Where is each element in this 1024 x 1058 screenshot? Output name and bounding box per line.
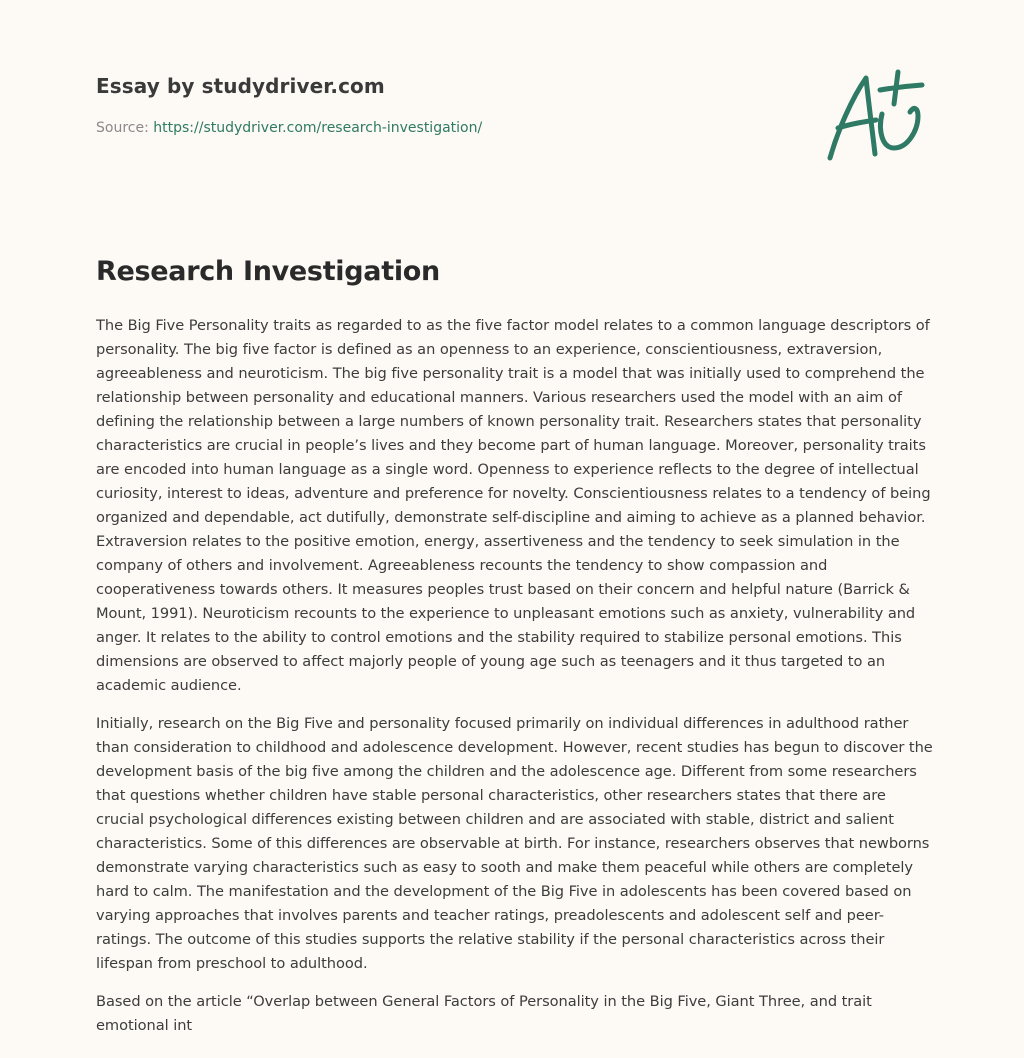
site-title: Essay by studydriver.com	[96, 74, 385, 98]
paragraph: Based on the article “Overlap between General Factors of Personality in the Big Five, Giant Three, and trait emotional int	[96, 993, 872, 1034]
a-plus-grade-icon	[822, 68, 932, 168]
paragraph: The Big Five Personality traits as regarded to as the five factor model relates to a common language descriptors of personality. The big five factor is defined as an openness to an experience, conscientiousness, extraversion, agreeableness and neuroticism. The big five personality trait is a model that was initially used to comprehend the relationship between personality and educational manners. Various researchers used the model with an aim of defining the relationship between a large numbers of known personality trait. Researchers states that personality characteristics are crucial in people’s lives and they become part of human language. Moreover, personality traits are encoded into human language as a single word. Openness to experience reflects to the degree of intellectual curiosity, interest to ideas, adventure and preference for novelty. Conscientiousness relates to a tendency of being organized and dependable, act dutifully, demonstrate self-discipline and aiming to achieve as a planned behavior. Extraversion relates to the positive emotion, energy, assertiveness and the tendency to seek simulation in the company of others and involvement. Agreeableness recounts the tendency to show compassion and cooperativeness towards others. It measures peoples trust based on their concern and helpful nature (Barrick & Mount, 1991). Neuroticism recounts to the experience to unpleasant emotions such as anxiety, vulnerability and anger. It relates to the ability to control emotions and the stability required to stabilize personal emotions. This dimensions are observed to affect majorly people of young age such as teenagers and it thus targeted to an academic audience.	[96, 317, 931, 694]
source-line	[96, 120, 936, 136]
article-title: Research Investigation	[96, 256, 440, 287]
page-header	[96, 74, 936, 136]
paragraph: Initially, research on the Big Five and personality focused primarily on individual differences in adulthood rather than consideration to childhood and adolescence development. However, recent studies has begun to discover the development basis of the big five among the children and the adolescence age. Different from some researchers that questions whether children have stable personal characteristics, other researchers states that there are crucial psychological differences existing between children and are associated with stable, district and salient characteristics. Some of this differences are observable at birth. For instance, researchers observes that newborns demonstrate varying characteristics such as easy to sooth and make them peaceful while others are completely hard to calm. The manifestation and the development of the Big Five in adolescents has been covered based on varying approaches that involves parents and teacher ratings, preadolescents and adolescent self and peer-ratings. The outcome of this studies supports the relative stability if the personal characteristics across their lifespan from preschool to adulthood.	[96, 715, 933, 972]
source-label: Source:	[96, 120, 149, 136]
article-body	[96, 314, 934, 1052]
source-link[interactable]: https://studydriver.com/research-investigation/	[153, 120, 483, 136]
